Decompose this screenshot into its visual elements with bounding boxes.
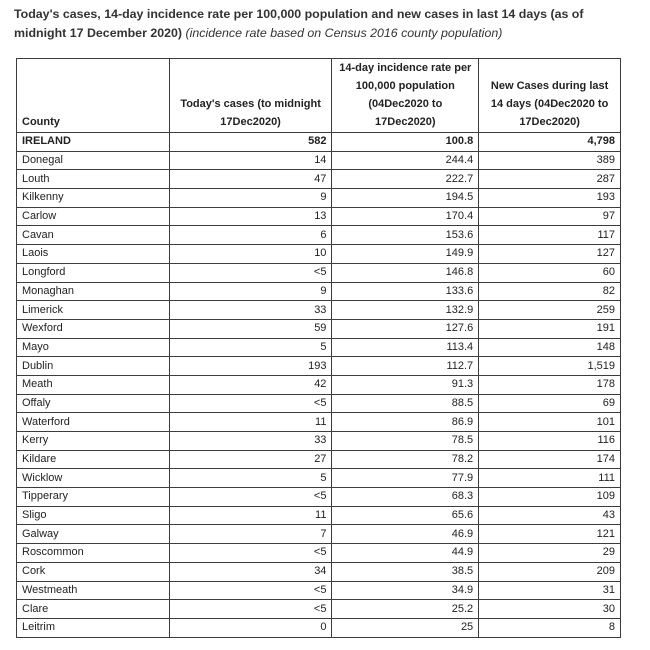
- new-cases-cell: 60: [479, 263, 621, 282]
- table-body: [17, 133, 621, 638]
- incidence-rate-cell: 222.7: [332, 170, 479, 189]
- incidence-rate-cell: 132.9: [332, 301, 479, 320]
- table-row: [17, 488, 621, 507]
- today-cases-cell: 13: [169, 207, 332, 226]
- county-cell: Donegal: [17, 151, 170, 170]
- county-cell: Sligo: [17, 506, 170, 525]
- header-county: County: [17, 59, 170, 133]
- new-cases-cell: 148: [479, 338, 621, 357]
- county-cell: Monaghan: [17, 282, 170, 301]
- county-cell: Galway: [17, 525, 170, 544]
- today-cases-cell: 34: [169, 562, 332, 581]
- today-cases-cell: 14: [169, 151, 332, 170]
- header-today-cases: Today's cases (to midnight 17Dec2020): [169, 59, 332, 133]
- caption-note: (incidence rate based on Census 2016 county population): [185, 25, 503, 40]
- today-cases-cell: 42: [169, 375, 332, 394]
- incidence-rate-cell: 65.6: [332, 506, 479, 525]
- incidence-rate-cell: 25.2: [332, 600, 479, 619]
- caption: [14, 5, 629, 42]
- new-cases-cell: 193: [479, 189, 621, 208]
- new-cases-cell: 121: [479, 525, 621, 544]
- incidence-rate-cell: 86.9: [332, 413, 479, 432]
- incidence-rate-cell: 100.8: [332, 133, 479, 152]
- table-row: [17, 357, 621, 376]
- county-cell: IRELAND: [17, 133, 170, 152]
- today-cases-cell: <5: [169, 488, 332, 507]
- new-cases-cell: 287: [479, 170, 621, 189]
- incidence-rate-cell: 77.9: [332, 469, 479, 488]
- table-row: [17, 413, 621, 432]
- county-cell: Cork: [17, 562, 170, 581]
- incidence-rate-cell: 170.4: [332, 207, 479, 226]
- header-row: [17, 59, 621, 133]
- incidence-rate-cell: 244.4: [332, 151, 479, 170]
- county-cell: Laois: [17, 245, 170, 264]
- incidence-rate-cell: 91.3: [332, 375, 479, 394]
- today-cases-cell: 47: [169, 170, 332, 189]
- new-cases-cell: 116: [479, 432, 621, 451]
- table-row: [17, 581, 621, 600]
- today-cases-cell: 7: [169, 525, 332, 544]
- new-cases-cell: 82: [479, 282, 621, 301]
- today-cases-cell: <5: [169, 544, 332, 563]
- new-cases-cell: 259: [479, 301, 621, 320]
- table-row: [17, 263, 621, 282]
- incidence-rate-cell: 149.9: [332, 245, 479, 264]
- county-cell: Dublin: [17, 357, 170, 376]
- table-row: [17, 207, 621, 226]
- incidence-rate-cell: 78.2: [332, 450, 479, 469]
- table-row: [17, 544, 621, 563]
- county-cell: Meath: [17, 375, 170, 394]
- incidence-rate-cell: 46.9: [332, 525, 479, 544]
- today-cases-cell: 0: [169, 618, 332, 637]
- new-cases-cell: 178: [479, 375, 621, 394]
- new-cases-cell: 109: [479, 488, 621, 507]
- table-row: [17, 432, 621, 451]
- header-incidence-rate: 14-day incidence rate per 100,000 population (04Dec2020 to 17Dec2020): [332, 59, 479, 133]
- today-cases-cell: 5: [169, 469, 332, 488]
- table-row: [17, 151, 621, 170]
- county-cell: Roscommon: [17, 544, 170, 563]
- table-row: [17, 450, 621, 469]
- incidence-rate-cell: 133.6: [332, 282, 479, 301]
- today-cases-cell: 11: [169, 506, 332, 525]
- today-cases-cell: 582: [169, 133, 332, 152]
- county-cell: Carlow: [17, 207, 170, 226]
- table-row: [17, 618, 621, 637]
- county-cell: Mayo: [17, 338, 170, 357]
- new-cases-cell: 43: [479, 506, 621, 525]
- table-row: [17, 189, 621, 208]
- new-cases-cell: 4,798: [479, 133, 621, 152]
- new-cases-cell: 29: [479, 544, 621, 563]
- table-row: [17, 301, 621, 320]
- county-cell: Wexford: [17, 319, 170, 338]
- new-cases-cell: 209: [479, 562, 621, 581]
- county-cell: Kilkenny: [17, 189, 170, 208]
- table-row: [17, 525, 621, 544]
- county-cell: Longford: [17, 263, 170, 282]
- table-row: [17, 282, 621, 301]
- table-row-total: [17, 133, 621, 152]
- today-cases-cell: 59: [169, 319, 332, 338]
- incidence-rate-cell: 153.6: [332, 226, 479, 245]
- today-cases-cell: 27: [169, 450, 332, 469]
- table-row: [17, 319, 621, 338]
- incidence-rate-cell: 113.4: [332, 338, 479, 357]
- today-cases-cell: 5: [169, 338, 332, 357]
- today-cases-cell: <5: [169, 263, 332, 282]
- today-cases-cell: <5: [169, 600, 332, 619]
- county-cell: Leitrim: [17, 618, 170, 637]
- county-cell: Limerick: [17, 301, 170, 320]
- county-cell: Kerry: [17, 432, 170, 451]
- new-cases-cell: 191: [479, 319, 621, 338]
- incidence-rate-cell: 78.5: [332, 432, 479, 451]
- county-cell: Wicklow: [17, 469, 170, 488]
- new-cases-cell: 174: [479, 450, 621, 469]
- today-cases-cell: 6: [169, 226, 332, 245]
- incidence-rate-cell: 34.9: [332, 581, 479, 600]
- table-row: [17, 375, 621, 394]
- header-new-cases: New Cases during last 14 days (04Dec2020 to 17Dec2020): [479, 59, 621, 133]
- today-cases-cell: 11: [169, 413, 332, 432]
- incidence-rate-cell: 127.6: [332, 319, 479, 338]
- new-cases-cell: 8: [479, 618, 621, 637]
- today-cases-cell: 9: [169, 189, 332, 208]
- today-cases-cell: 193: [169, 357, 332, 376]
- incidence-rate-cell: 25: [332, 618, 479, 637]
- county-cell: Kildare: [17, 450, 170, 469]
- county-cell: Westmeath: [17, 581, 170, 600]
- county-cell: Waterford: [17, 413, 170, 432]
- table-row: [17, 394, 621, 413]
- incidence-rate-cell: 146.8: [332, 263, 479, 282]
- new-cases-cell: 1,519: [479, 357, 621, 376]
- today-cases-cell: 33: [169, 432, 332, 451]
- table-row: [17, 226, 621, 245]
- table-row: [17, 469, 621, 488]
- table-row: [17, 600, 621, 619]
- county-cell: Tipperary: [17, 488, 170, 507]
- new-cases-cell: 111: [479, 469, 621, 488]
- table-row: [17, 245, 621, 264]
- today-cases-cell: <5: [169, 394, 332, 413]
- new-cases-cell: 389: [479, 151, 621, 170]
- incidence-rate-cell: 38.5: [332, 562, 479, 581]
- incidence-rate-cell: 88.5: [332, 394, 479, 413]
- county-cell: Cavan: [17, 226, 170, 245]
- incidence-rate-cell: 44.9: [332, 544, 479, 563]
- incidence-rate-cell: 194.5: [332, 189, 479, 208]
- table-row: [17, 338, 621, 357]
- new-cases-cell: 117: [479, 226, 621, 245]
- new-cases-cell: 30: [479, 600, 621, 619]
- new-cases-cell: 101: [479, 413, 621, 432]
- new-cases-cell: 97: [479, 207, 621, 226]
- today-cases-cell: 10: [169, 245, 332, 264]
- new-cases-cell: 31: [479, 581, 621, 600]
- county-cell: Clare: [17, 600, 170, 619]
- today-cases-cell: <5: [169, 581, 332, 600]
- county-cell: Offaly: [17, 394, 170, 413]
- caption-title: Today's cases, 14-day incidence rate per 100,000 population and new cases in last 14 days (as of midnight 17 December 2020): [14, 7, 584, 40]
- table-row: [17, 506, 621, 525]
- incidence-rate-cell: 112.7: [332, 357, 479, 376]
- table-row: [17, 170, 621, 189]
- today-cases-cell: 9: [169, 282, 332, 301]
- new-cases-cell: 127: [479, 245, 621, 264]
- county-cell: Louth: [17, 170, 170, 189]
- new-cases-cell: 69: [479, 394, 621, 413]
- table-row: [17, 562, 621, 581]
- incidence-rate-cell: 68.3: [332, 488, 479, 507]
- today-cases-cell: 33: [169, 301, 332, 320]
- covid-cases-table: [16, 58, 621, 638]
